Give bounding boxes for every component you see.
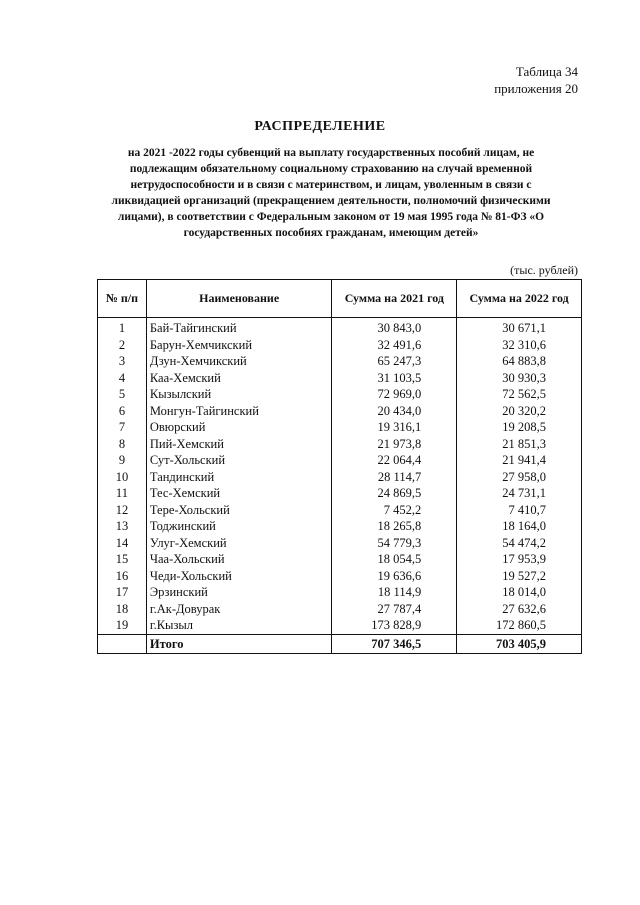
row-sum-2022: 72 562,5 (457, 386, 582, 403)
row-sum-2022: 18 164,0 (457, 518, 582, 535)
row-number: 11 (98, 485, 147, 502)
row-sum-2021: 31 103,5 (332, 370, 457, 387)
table-row (98, 469, 582, 486)
row-sum-2022: 17 953,9 (457, 551, 582, 568)
row-name: Эрзинский (146, 584, 332, 601)
column-header-2021: Сумма на 2021 год (332, 280, 457, 318)
table-row (98, 568, 582, 585)
row-number: 3 (98, 353, 147, 370)
row-sum-2022: 32 310,6 (457, 337, 582, 354)
appendix-number: приложения 20 (494, 81, 578, 96)
table-row (98, 601, 582, 618)
row-sum-2021: 19 316,1 (332, 419, 457, 436)
document-subtitle: на 2021 -2022 годы субвенций на выплату государственных пособий лицам, не подлежащим обязательному социальному страхованию на случай временной нетрудоспособности и в связи с материнством, и лицам, уволенным в связи с ликвидацией организаций (прекращением деятельности, полномочий физическими лицами), в соответствии с Федеральным законом от 19 мая 1995 года № 81-ФЗ «О государственных пособиях гражданам, имеющим детей» (111, 147, 551, 239)
row-number: 7 (98, 419, 147, 436)
total-2022: 703 405,9 (457, 634, 582, 653)
row-sum-2021: 24 869,5 (332, 485, 457, 502)
table-row (98, 386, 582, 403)
table-row (98, 419, 582, 436)
row-sum-2021: 18 265,8 (332, 518, 457, 535)
table-body (98, 318, 582, 635)
table-row (98, 518, 582, 535)
row-sum-2021: 18 054,5 (332, 551, 457, 568)
total-number-cell (98, 634, 147, 653)
total-2021: 707 346,5 (332, 634, 457, 653)
table-row (98, 436, 582, 453)
row-name: г.Кызыл (146, 617, 332, 634)
row-sum-2022: 172 860,5 (457, 617, 582, 634)
table-row (98, 584, 582, 601)
row-number: 19 (98, 617, 147, 634)
row-sum-2021: 7 452,2 (332, 502, 457, 519)
row-sum-2022: 24 731,1 (457, 485, 582, 502)
row-name: Чаа-Хольский (146, 551, 332, 568)
row-sum-2022: 19 527,2 (457, 568, 582, 585)
document-title: РАСПРЕДЕЛЕНИЕ (254, 119, 386, 134)
row-sum-2021: 21 973,8 (332, 436, 457, 453)
distribution-table (97, 279, 582, 654)
row-name: Пий-Хемский (146, 436, 332, 453)
row-sum-2022: 7 410,7 (457, 502, 582, 519)
row-name: Тандинский (146, 469, 332, 486)
column-header-name: Наименование (146, 280, 332, 318)
row-sum-2022: 64 883,8 (457, 353, 582, 370)
row-number: 6 (98, 403, 147, 420)
row-number: 5 (98, 386, 147, 403)
row-number: 9 (98, 452, 147, 469)
row-sum-2021: 28 114,7 (332, 469, 457, 486)
table-row (98, 551, 582, 568)
row-sum-2021: 18 114,9 (332, 584, 457, 601)
row-name: Сут-Хольский (146, 452, 332, 469)
row-name: Чеди-Хольский (146, 568, 332, 585)
row-sum-2021: 72 969,0 (332, 386, 457, 403)
table-row (98, 485, 582, 502)
row-sum-2022: 19 208,5 (457, 419, 582, 436)
table-row (98, 337, 582, 354)
row-sum-2021: 22 064,4 (332, 452, 457, 469)
row-sum-2022: 18 014,0 (457, 584, 582, 601)
table-row (98, 502, 582, 519)
row-number: 10 (98, 469, 147, 486)
table-number: Таблица 34 (515, 64, 578, 79)
row-number: 17 (98, 584, 147, 601)
column-header-2022: Сумма на 2022 год (457, 280, 582, 318)
row-sum-2022: 21 941,4 (457, 452, 582, 469)
row-number: 16 (98, 568, 147, 585)
row-name: Каа-Хемский (146, 370, 332, 387)
row-sum-2021: 54 779,3 (332, 535, 457, 552)
row-number: 18 (98, 601, 147, 618)
row-sum-2021: 173 828,9 (332, 617, 457, 634)
row-number: 1 (98, 318, 147, 337)
table-row (98, 370, 582, 387)
table-row (98, 403, 582, 420)
row-name: Кызылский (146, 386, 332, 403)
row-sum-2022: 30 930,3 (457, 370, 582, 387)
row-number: 13 (98, 518, 147, 535)
row-name: г.Ак-Довурак (146, 601, 332, 618)
row-sum-2022: 20 320,2 (457, 403, 582, 420)
row-number: 4 (98, 370, 147, 387)
units-label: (тыс. рублей) (510, 263, 578, 277)
row-number: 2 (98, 337, 147, 354)
row-sum-2021: 20 434,0 (332, 403, 457, 420)
row-sum-2022: 54 474,2 (457, 535, 582, 552)
row-sum-2021: 65 247,3 (332, 353, 457, 370)
table-reference (494, 63, 578, 97)
table-row (98, 452, 582, 469)
row-name: Овюрский (146, 419, 332, 436)
row-sum-2022: 21 851,3 (457, 436, 582, 453)
row-name: Тес-Хемский (146, 485, 332, 502)
row-sum-2022: 27 958,0 (457, 469, 582, 486)
row-name: Барун-Хемчикский (146, 337, 332, 354)
row-sum-2021: 19 636,6 (332, 568, 457, 585)
table-row (98, 535, 582, 552)
row-name: Улуг-Хемский (146, 535, 332, 552)
row-number: 15 (98, 551, 147, 568)
row-number: 12 (98, 502, 147, 519)
table-row (98, 318, 582, 337)
row-sum-2022: 27 632,6 (457, 601, 582, 618)
row-sum-2021: 27 787,4 (332, 601, 457, 618)
total-label: Итого (146, 634, 332, 653)
table-total-row (98, 634, 582, 653)
row-name: Монгун-Тайгинский (146, 403, 332, 420)
table-header-row (98, 280, 582, 318)
row-sum-2022: 30 671,1 (457, 318, 582, 337)
table-row (98, 353, 582, 370)
row-sum-2021: 30 843,0 (332, 318, 457, 337)
column-header-number: № п/п (98, 280, 147, 318)
table-row (98, 617, 582, 634)
row-number: 14 (98, 535, 147, 552)
row-name: Тере-Хольский (146, 502, 332, 519)
row-name: Бай-Тайгинский (146, 318, 332, 337)
row-number: 8 (98, 436, 147, 453)
row-name: Тоджинский (146, 518, 332, 535)
row-name: Дзун-Хемчикский (146, 353, 332, 370)
row-sum-2021: 32 491,6 (332, 337, 457, 354)
